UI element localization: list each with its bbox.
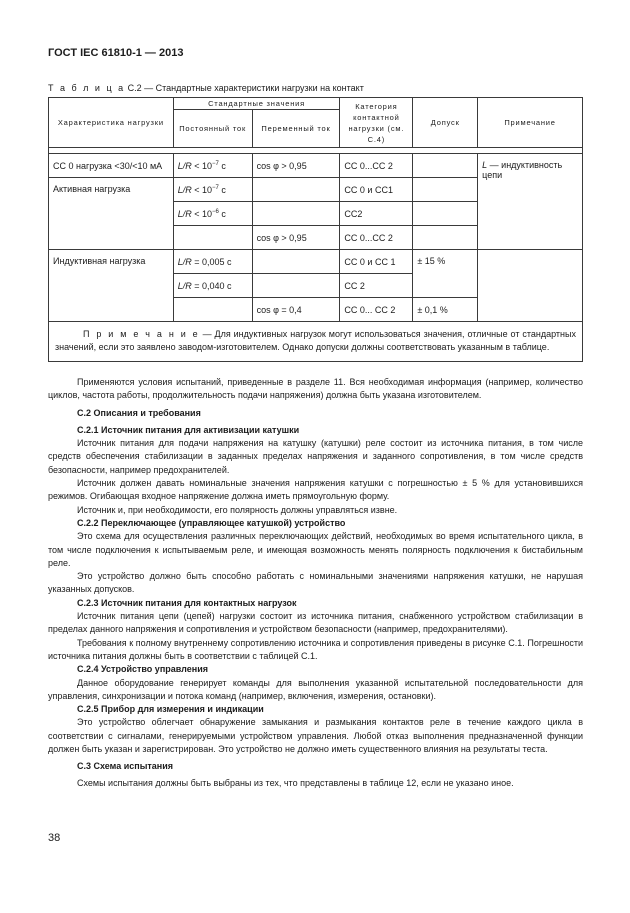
cell-category: СС 0 и СС 1 <box>340 250 413 274</box>
cell-ac <box>252 202 340 226</box>
cell-tolerance: ± 0,1 % <box>413 298 478 322</box>
col-header-category: Категория контактной нагрузки (см. С.4) <box>340 98 413 148</box>
cell-note <box>478 250 583 322</box>
section-heading: С.2.5 Прибор для измерения и индикации <box>77 704 264 715</box>
cell-category: СС 0... СС 2 <box>340 298 413 322</box>
paragraph: Источник должен давать номинальные значения напряжения катушки с погрешностью ± 5 % для установившихся режимов. Огибающая входное напряжение должна иметь прямоугольную форму. <box>48 478 583 502</box>
table-note-row <box>49 322 583 362</box>
col-header-dc: Постоянный ток <box>173 110 252 148</box>
cell-tolerance <box>413 202 478 226</box>
cell-category: СС 0...СС 2 <box>340 226 413 250</box>
paragraph: Применяются условия испытаний, приведенные в разделе 11. Вся необходимая информация (например, количество циклов, частота работы, продолжительность подачи напряжения) должна быть указана изготовителем. <box>48 377 583 401</box>
cell-characteristic: Индуктивная нагрузка <box>49 250 174 322</box>
section-heading: С.2.3 Источник питания для контактных нагрузок <box>77 597 297 608</box>
paragraph: Схемы испытания должны быть выбраны из тех, что представлены в таблице 12, если не указано иное. <box>77 777 514 788</box>
cell-dc: $L/R < 10^{-7}$ с <box>173 178 252 202</box>
section-heading: С.2.2 Переключающее (управляющее катушкой) устройство <box>77 517 346 528</box>
cell-ac <box>252 274 340 298</box>
paragraph: Источник питания цепи (цепей) нагрузки состоит из источника питания, снабженного устройством стабилизации в пределах данного напряжения и сопротивления и устройством безопасности (например, предохранителями). <box>48 611 583 635</box>
cell-tolerance: ± 15 % <box>413 250 478 298</box>
cell-dc: L/R = 0,005 с <box>173 250 252 274</box>
table-footnote: П р и м е ч а н и е — Для индуктивных нагрузок могут использоваться значения, отличные от стандартных значений, если это заявлено заводом-изготовителем. Однако допуски должны соответствовать указанным в таблице. <box>49 322 583 362</box>
section-heading: С.2.4 Устройство управления <box>77 664 208 675</box>
cell-ac <box>252 250 340 274</box>
paragraph: Источник и, при необходимости, его полярность должны управляться извне. <box>77 504 398 515</box>
cell-tolerance <box>413 154 478 178</box>
cell-category: СС 0 и СС1 <box>340 178 413 202</box>
table-caption <box>48 83 364 93</box>
page-number: 38 <box>48 832 61 844</box>
cell-characteristic: Активная нагрузка <box>49 178 174 250</box>
cell-category: СС2 <box>340 202 413 226</box>
cell-dc: L/R = 0,040 с <box>173 274 252 298</box>
section-heading: С.2 Описания и требования <box>77 407 201 418</box>
document-header: ГОСТ IEC 61810-1 — 2013 <box>48 47 184 59</box>
cell-dc <box>173 298 252 322</box>
cell-ac: cos φ > 0,95 <box>252 226 340 250</box>
table-caption-prefix: Т а б л и ц а <box>48 83 126 93</box>
paragraph: Источник питания для подачи напряжения на катушку (катушки) реле состоит из источника питания, в том числе средств обеспечения стабилизации в заданных пределах напряжения и заданного сопротивления, в том числе средств безопасности, например предохранителей. <box>48 438 583 475</box>
table-caption-text: С.2 — Стандартные характеристики нагрузки на контакт <box>127 83 364 93</box>
table-row <box>49 154 583 178</box>
section-heading: С.2.1 Источник питания для активизации катушки <box>77 424 300 435</box>
paragraph: Данное оборудование генерирует команды для выполнения указанной испытательной последовательности для управления, синхронизации и потока команд (например, включения, измерения, остановки). <box>48 677 583 701</box>
cell-ac <box>252 178 340 202</box>
cell-characteristic: СС 0 нагрузка <30/<10 мА <box>49 154 174 178</box>
cell-note: L — индуктивность цепи <box>478 154 583 250</box>
col-header-characteristic: Характеристика нагрузки <box>49 98 174 148</box>
cell-dc: $L/R < 10^{-6}$ с <box>173 202 252 226</box>
col-header-note: Примечание <box>478 98 583 148</box>
cell-ac: cos φ = 0,4 <box>252 298 340 322</box>
section-heading: С.3 Схема испытания <box>77 761 174 772</box>
paragraph: Требования к полному внутреннему сопротивлению источника и сопротивления приведены в рисунке С.1. Погрешности источника питания должны быть в соответствии с таблицей С.1. <box>48 637 583 661</box>
col-header-ac: Переменный ток <box>252 110 340 148</box>
col-header-tolerance: Допуск <box>413 98 478 148</box>
cell-ac: cos φ > 0,95 <box>252 154 340 178</box>
table-row <box>49 250 583 274</box>
document-body <box>48 376 583 790</box>
cell-tolerance <box>413 178 478 202</box>
cell-dc: $L/R < 10^{-7}$ с <box>173 154 252 178</box>
cell-dc <box>173 226 252 250</box>
load-characteristics-table <box>48 97 583 362</box>
cell-tolerance <box>413 226 478 250</box>
paragraph: Это устройство должно быть способно работать с номинальными значениями напряжения катушки, не нарушая указанных допусков. <box>48 571 583 595</box>
cell-category: СС 2 <box>340 274 413 298</box>
paragraph: Это схема для осуществления различных переключающих действий, необходимых во время испытательного цикла, в том числе подключения к испытываемым реле, и имеющая возможность менять полярность подключения к бистабильным реле. <box>48 531 583 568</box>
cell-category: СС 0...СС 2 <box>340 154 413 178</box>
paragraph: Это устройство облегчает обнаружение замыкания и размыкания контактов реле в течение каждого цикла в соответствии с сигналами, генерируемыми устройством управления. Любой отказ выполнения предназначенной функции должен быть указан и зарегистрирован. Это устройство не должно иметь существенного влияния на результаты теста. <box>48 717 583 755</box>
col-header-standard-values: Стандартные значения <box>173 98 340 110</box>
